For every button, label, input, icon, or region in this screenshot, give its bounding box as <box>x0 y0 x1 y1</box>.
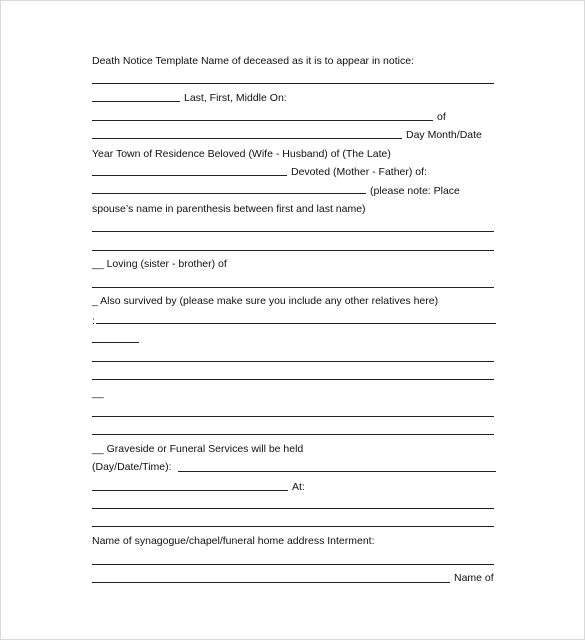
double-underscore: __ <box>92 387 104 399</box>
blank-line[interactable] <box>92 287 494 288</box>
of-blank[interactable] <box>92 120 433 121</box>
blank-line[interactable] <box>92 564 494 565</box>
name-order-blank[interactable] <box>92 101 180 102</box>
also-survived-label: _ Also survived by (please make sure you include any other relatives here) <box>92 295 439 307</box>
deceased-name-line[interactable] <box>92 83 494 84</box>
name-of-blank[interactable] <box>92 582 450 583</box>
spouse-note-label: (please note: Place <box>370 185 460 197</box>
day-date-time-blank[interactable] <box>178 471 496 472</box>
devoted-blank[interactable] <box>92 193 366 194</box>
spouse-note-continued: spouse’s name in parenthesis between first and last name) <box>92 203 366 215</box>
devoted-label: Devoted (Mother - Father) of: <box>291 166 427 178</box>
blank-line[interactable] <box>92 231 494 232</box>
day-month-label: Day Month/Date <box>406 129 482 141</box>
blank-line[interactable] <box>92 416 494 417</box>
synagogue-label: Name of synagogue/chapel/funeral home address Interment: <box>92 535 375 547</box>
blank-line[interactable] <box>92 250 494 251</box>
at-label: At: <box>292 481 305 493</box>
blank-line[interactable] <box>92 434 494 435</box>
at-blank[interactable] <box>92 490 288 491</box>
loving-sibling-label: __ Loving (sister - brother) of <box>92 258 227 270</box>
services-label: __ Graveside or Funeral Services will be held <box>92 443 304 455</box>
day-month-blank[interactable] <box>92 138 402 139</box>
name-of-label: Name of <box>454 572 494 584</box>
of-label: of <box>437 111 446 123</box>
beloved-blank[interactable] <box>92 175 287 176</box>
colon-mark: : <box>92 315 95 327</box>
residence-label: Year Town of Residence Beloved (Wife - Husband) of (The Late) <box>92 148 391 160</box>
blank-line[interactable] <box>92 526 494 527</box>
blank-line[interactable] <box>92 361 494 362</box>
name-order-label: Last, First, Middle On: <box>184 92 287 104</box>
blank-line[interactable] <box>96 323 496 324</box>
day-date-time-label: (Day/Date/Time): <box>92 461 172 473</box>
form-heading: Death Notice Template Name of deceased as it is to appear in notice: <box>92 55 414 67</box>
blank-line[interactable] <box>92 379 494 380</box>
blank-line[interactable] <box>92 508 494 509</box>
short-blank-line[interactable] <box>92 342 139 343</box>
